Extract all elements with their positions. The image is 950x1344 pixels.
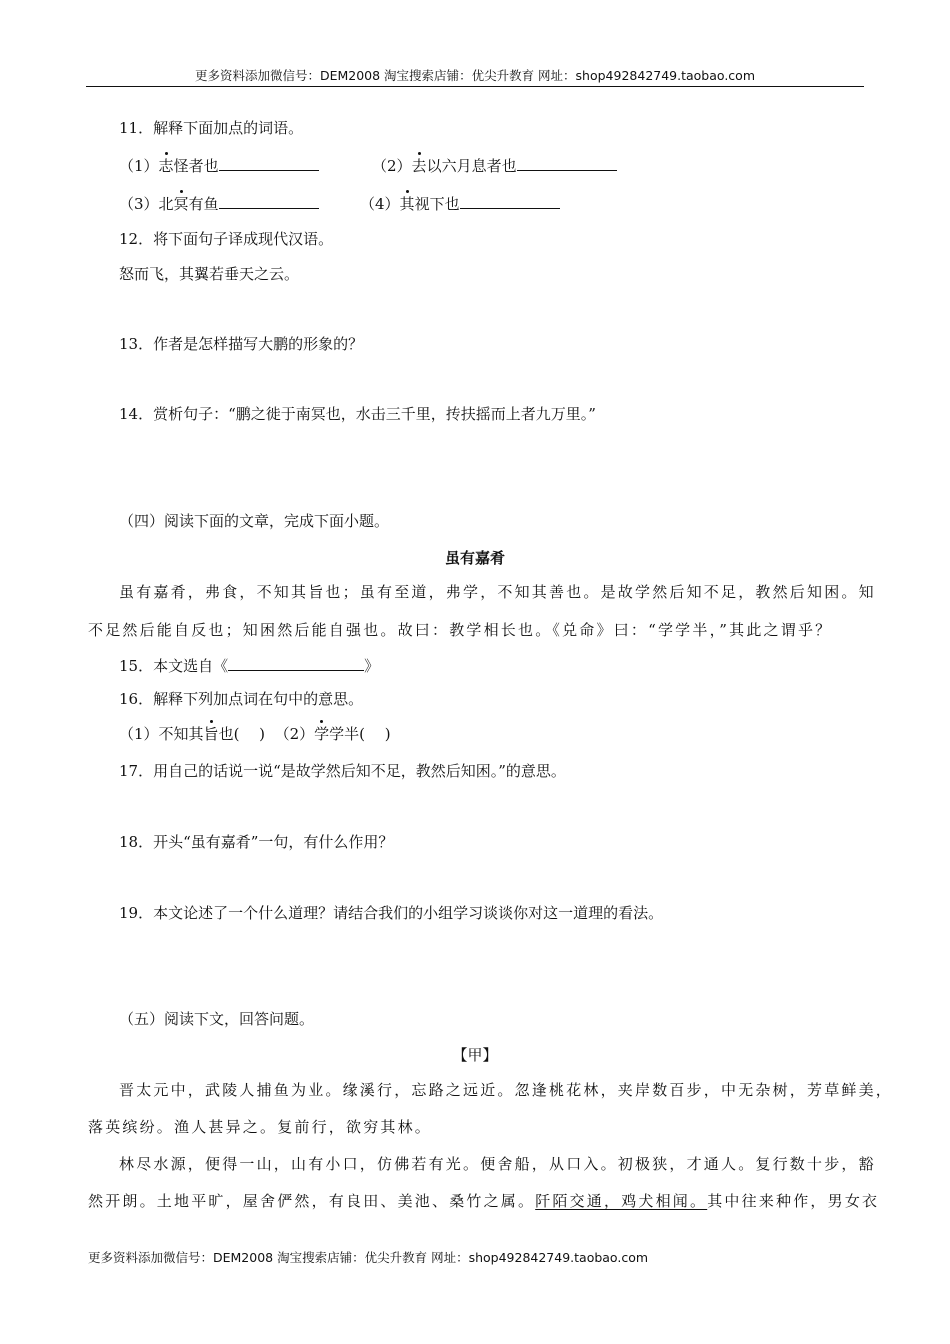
answer-blank[interactable] <box>228 654 364 671</box>
item-text: 怪者也 <box>173 157 219 175</box>
item-prefix: （1）不知其 <box>119 725 204 743</box>
passage-line: 虽有嘉肴，弗食，不知其旨也；虽有至道，弗学，不知其善也。是故学然后知不足，教然后知困。知 <box>119 583 876 601</box>
item-text: 学半( ) <box>329 725 391 743</box>
answer-blank[interactable] <box>460 192 560 209</box>
item-prefix: （4） <box>360 195 400 213</box>
passage-text: 然开朗。土地平旷，屋舍俨然，有良田、美池、桑竹之属。 <box>88 1192 536 1210</box>
section-4-intro: （四）阅读下面的文章，完成下面小题。 <box>119 512 390 530</box>
question-12-sentence: 怒而飞，其翼若垂天之云。 <box>119 265 300 283</box>
question-11-item-3 <box>119 192 319 214</box>
dotted-char: 志 <box>158 157 174 175</box>
page-footer: 更多资料添加微信号：DEM2008 淘宝搜索店铺：优尖升教育 网址：shop492842749.taobao.com <box>88 1250 649 1265</box>
item-prefix: （3）北 <box>119 195 174 213</box>
question-11-item-4 <box>360 192 560 214</box>
item-text: 有鱼 <box>188 195 219 213</box>
question-19: 19．本文论述了一个什么道理？请结合我们的小组学习谈谈你对这一道理的看法。 <box>119 904 664 922</box>
question-12-stem: 12．将下面句子译成现代汉语。 <box>119 230 334 248</box>
dotted-char: 冥 <box>173 195 189 213</box>
dotted-char: 旨 <box>203 725 219 743</box>
dotted-char: 学 <box>314 725 330 743</box>
question-15 <box>119 654 379 676</box>
item-prefix: （1） <box>119 157 159 175</box>
header-divider <box>86 86 864 87</box>
answer-blank[interactable] <box>219 154 319 171</box>
dotted-char: 去 <box>411 157 427 175</box>
question-11-stem: 11．解释下面加点的词语。 <box>119 119 304 137</box>
item-text: 以六月息者也 <box>426 157 517 175</box>
passage-line: 林尽水源，便得一山，山有小口，仿佛若有光。便舍船，从口入。初极狭，才通人。复行数十步，豁 <box>119 1155 876 1173</box>
question-13: 13．作者是怎样描写大鹏的形象的？ <box>119 335 364 353</box>
question-17: 17．用自己的话说一说“是故学然后知不足，教然后知困。”的意思。 <box>119 762 566 780</box>
question-11-item-2 <box>372 154 617 176</box>
passage-title: 虽有嘉肴 <box>444 549 505 567</box>
question-text: 15．本文选自《 <box>119 657 229 675</box>
answer-blank[interactable] <box>517 154 617 171</box>
question-16: 16．解释下列加点词在句中的意思。 <box>119 690 364 708</box>
question-18: 18．开头“虽有嘉肴”一句，有什么作用？ <box>119 833 394 851</box>
question-16-items <box>119 724 391 744</box>
answer-blank[interactable] <box>219 192 319 209</box>
dotted-char: 其 <box>399 195 415 213</box>
question-14: 14．赏析句子：“鹏之徙于南冥也，水击三千里，抟扶摇而上者九万里。” <box>119 405 596 423</box>
item-prefix: （2） <box>372 157 412 175</box>
passage-line: 落英缤纷。渔人甚异之。复前行，欲穷其林。 <box>88 1118 433 1136</box>
passage-text: 其中往来种作，男女衣 <box>707 1192 880 1210</box>
question-11-item-1 <box>119 154 319 176</box>
passage-line: 不足然后能自反也；知困然后能自强也。故曰：教学相长也。《兑命》曰：“学学半，”其此之谓乎？ <box>88 621 833 639</box>
passage-title: 【甲】 <box>452 1046 498 1064</box>
item-text: 视下也 <box>414 195 460 213</box>
passage-line <box>88 1190 879 1211</box>
question-text: 》 <box>364 657 380 675</box>
page-header: 更多资料添加微信号：DEM2008 淘宝搜索店铺：优尖升教育 网址：shop492842749.taobao.com <box>194 68 756 83</box>
underlined-sentence: 阡陌交通，鸡犬相闻。 <box>535 1192 708 1210</box>
section-5-intro: （五）阅读下文，回答问题。 <box>119 1010 315 1028</box>
item-text: 也( ) <box>218 725 266 743</box>
passage-line: 晋太元中，武陵人捕鱼为业。缘溪行，忘路之远近。忽逢桃花林，夹岸数百步，中无杂树，芳草鲜美， <box>119 1081 894 1099</box>
item-prefix: （2） <box>274 725 315 743</box>
